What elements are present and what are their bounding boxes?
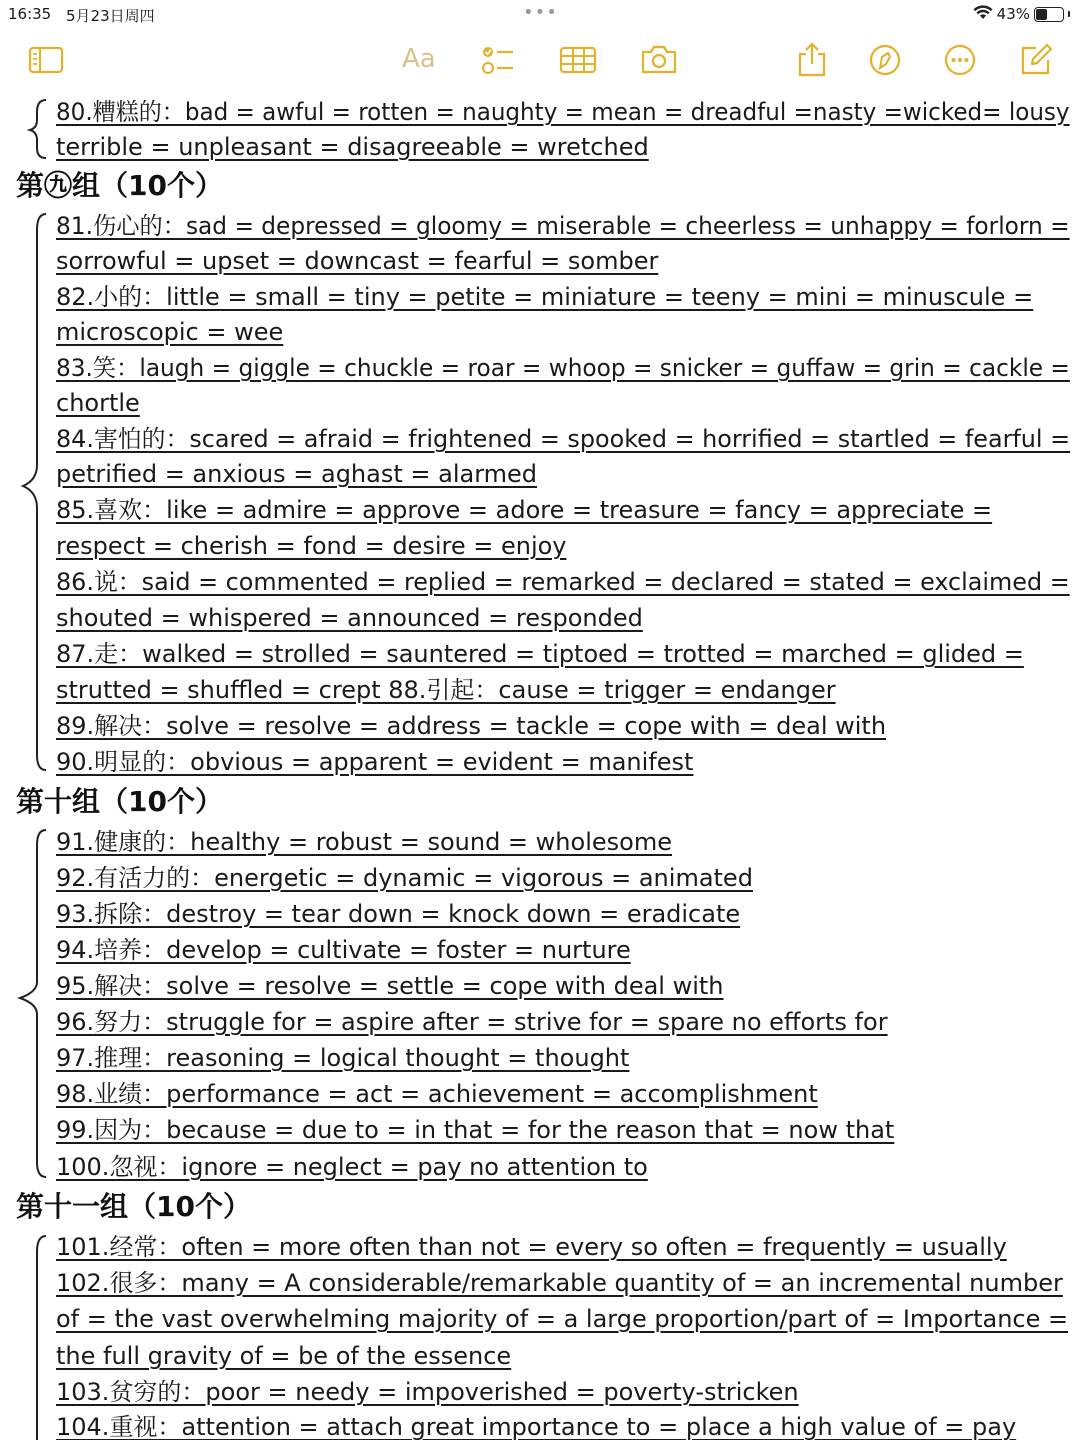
note-line: strutted = shuffled = crept 88.引起：cause = trigger = endanger	[56, 676, 836, 704]
note-line: 81.伤心的：sad = depressed = gloomy = miserable = cheerless = unhappy = forlorn =	[56, 212, 1070, 240]
note-line: 90.明显的：obvious = apparent = evident = manifest	[56, 748, 694, 776]
wifi-icon	[973, 4, 993, 24]
note-line: 84.害怕的：scared = afraid = frightened = spooked = horrified = startled = fearful =	[56, 425, 1071, 453]
note-line: 102.很多：many = A considerable/remarkable quantity of = an incremental number	[56, 1269, 1063, 1297]
note-line: microscopic = wee	[56, 318, 284, 346]
note-line: respect = cherish = fond = desire = enjoy	[56, 532, 567, 560]
group-heading: 第十一组（10个）	[16, 1190, 251, 1223]
group-heading: 第㊈组（10个）	[16, 169, 223, 202]
brace-group9	[23, 214, 46, 770]
note-line: terrible = unpleasant = disagreeable = wretched	[56, 133, 649, 161]
note-line: 92.有活力的：energetic = dynamic = vigorous = animated	[56, 864, 753, 892]
format-button[interactable]: Aa	[402, 44, 436, 74]
compose-icon[interactable]	[1016, 40, 1056, 80]
checklist-icon[interactable]	[478, 40, 518, 80]
note-line: 87.走：walked = strolled = sauntered = tiptoed = trotted = marched = glided =	[56, 640, 1024, 668]
note-line: petrified = anxious = aghast = alarmed	[56, 460, 538, 488]
note-line: 99.因为：because = due to = in that = for the reason that = now that	[56, 1116, 895, 1144]
note-line: shouted = whispered = announced = responded	[56, 604, 643, 632]
notes-toolbar	[0, 40, 1080, 84]
note-line: 82.小的：little = small = tiny = petite = miniature = teeny = mini = minuscule =	[56, 283, 1034, 311]
markup-icon[interactable]	[865, 40, 905, 80]
note-line: 104.重视：attention = attach great importance to = place a high value of = pay	[56, 1413, 1017, 1440]
battery-cap	[1068, 11, 1070, 17]
table-icon[interactable]	[558, 40, 598, 80]
note-line: 94.培养：develop = cultivate = foster = nurture	[56, 936, 631, 964]
note-line: 103.贫穷的：poor = needy = impoverished = poverty-stricken	[56, 1378, 799, 1406]
status-bar	[0, 0, 1080, 28]
note-line: 96.努力：struggle for = aspire after = strive for = spare no efforts for	[56, 1008, 888, 1036]
group-heading: 第十组（10个）	[16, 785, 223, 818]
note-line: 86.说：said = commented = replied = remarked = declared = stated = exclaimed =	[56, 568, 1070, 596]
note-line: 101.经常：often = more often than not = every so often = frequently = usually	[56, 1233, 1007, 1261]
note-line: 97.推理：reasoning = logical thought = thought	[56, 1044, 630, 1072]
status-date: 5月23日周四	[66, 7, 155, 25]
note-line: 93.拆除：destroy = tear down = knock down = eradicate	[56, 900, 741, 928]
battery-percent: 43%	[996, 5, 1030, 23]
share-icon[interactable]	[792, 40, 832, 80]
battery-level	[1036, 9, 1047, 20]
note-line: of = the vast overwhelming majority of = a large proportion/part of = Importance =	[56, 1305, 1069, 1333]
brace-group8	[30, 100, 46, 158]
brace-group10	[20, 830, 46, 1177]
camera-icon[interactable]	[639, 40, 679, 80]
status-right	[973, 4, 1070, 24]
note-line: the full gravity of = be of the essence	[56, 1342, 512, 1370]
note-line: 95.解决：solve = resolve = settle = cope with deal with	[56, 972, 724, 1000]
note-line: 98.业绩：performance = act = achievement = accomplishment	[56, 1080, 818, 1108]
multitask-dots[interactable]: •••	[523, 2, 558, 23]
status-time: 16:35	[8, 5, 52, 23]
note-line: 100.忽视：ignore = neglect = pay no attention to	[56, 1153, 648, 1181]
battery-icon	[1034, 7, 1064, 22]
brace-group11	[37, 1236, 46, 1440]
note-line: 83.笑：laugh = giggle = chuckle = roar = whoop = snicker = guffaw = grin = cackle =	[56, 354, 1070, 382]
note-line: 85.喜欢：like = admire = approve = adore = treasure = fancy = appreciate =	[56, 496, 993, 524]
note-line: 80.糟糕的：bad = awful = rotten = naughty = mean = dreadful =nasty =wicked= lousy	[56, 98, 1070, 126]
more-icon[interactable]	[940, 40, 980, 80]
note-line: 91.健康的：healthy = robust = sound = wholesome	[56, 828, 672, 856]
note-line: 89.解决：solve = resolve = address = tackle = cope with = deal with	[56, 712, 887, 740]
note-line: chortle	[56, 389, 140, 417]
note-line: sorrowful = upset = downcast = fearful = somber	[56, 247, 659, 275]
